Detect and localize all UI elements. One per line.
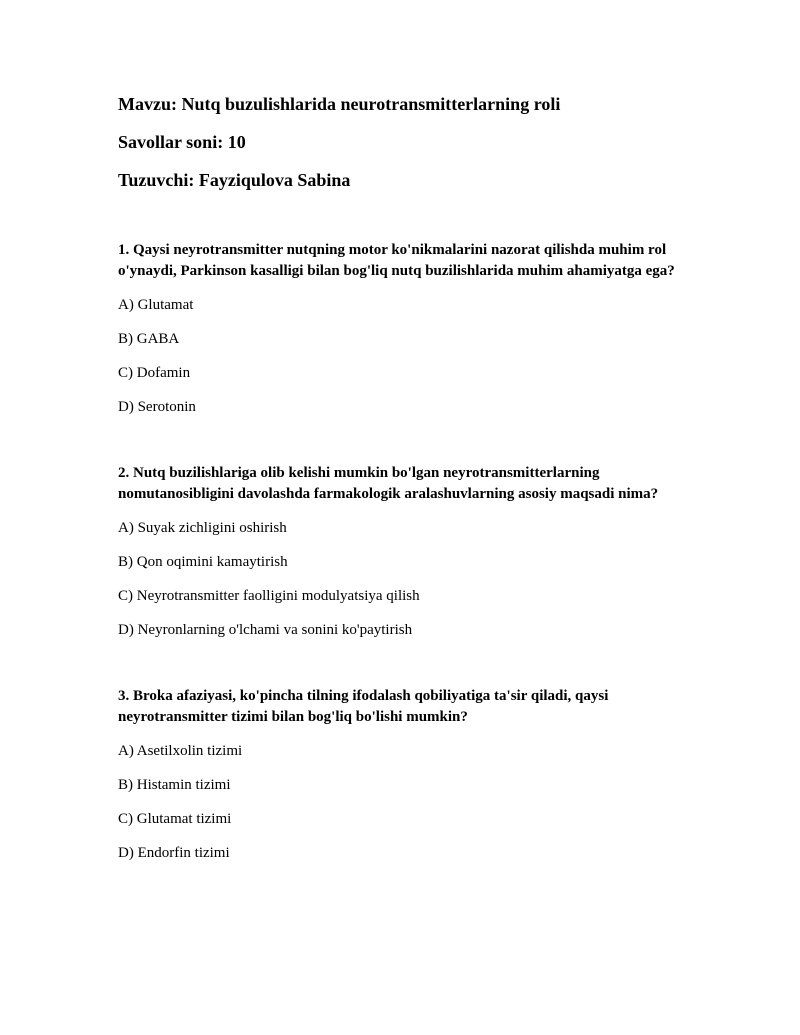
question-text: 1. Qaysi neyrotransmitter nutqning motor ko'nikmalarini nazorat qilishda muhim rol o'ynaydi, Parkinson kasalligi bilan bog'liq nutq buzilishlarida muhim ahamiyatga ega? <box>118 242 675 279</box>
question-block-1 <box>118 240 698 417</box>
answer-option-c: C) Glutamat tizimi <box>118 811 232 827</box>
document-page <box>118 92 698 863</box>
answer-option-b: B) Qon oqimini kamaytirish <box>118 554 288 570</box>
answer-option-d: D) Endorfin tizimi <box>118 845 230 861</box>
question-count: Savollar soni: 10 <box>118 132 246 152</box>
answer-option-c: C) Dofamin <box>118 365 191 381</box>
answer-option-d: D) Neyronlarning o'lchami va sonini ko'paytirish <box>118 622 413 638</box>
answer-option-a: A) Glutamat <box>118 297 194 313</box>
answer-option-b: B) Histamin tizimi <box>118 777 231 793</box>
topic-heading: Mavzu: Nutq buzulishlarida neurotransmitterlarning roli <box>118 94 561 114</box>
answer-option-b: B) GABA <box>118 331 180 347</box>
answer-option-a: A) Asetilxolin tizimi <box>118 743 243 759</box>
answer-option-c: C) Neyrotransmitter faolligini modulyatsiya qilish <box>118 588 420 604</box>
answer-option-a: A) Suyak zichligini oshirish <box>118 520 287 536</box>
author-line: Tuzuvchi: Fayziqulova Sabina <box>118 170 351 190</box>
question-block-3 <box>118 686 698 863</box>
question-block-2 <box>118 463 698 640</box>
question-text: 2. Nutq buzilishlariga olib kelishi mumkin bo'lgan neyrotransmitterlarning nomutanosibligini davolashda farmakologik aralashuvlarning asosiy maqsadi nima? <box>118 465 659 502</box>
question-text: 3. Broka afaziyasi, ko'pincha tilning ifodalash qobiliyatiga ta'sir qiladi, qaysi neyrotransmitter tizimi bilan bog'liq bo'lishi mumkin? <box>118 688 609 725</box>
answer-option-d: D) Serotonin <box>118 399 196 415</box>
